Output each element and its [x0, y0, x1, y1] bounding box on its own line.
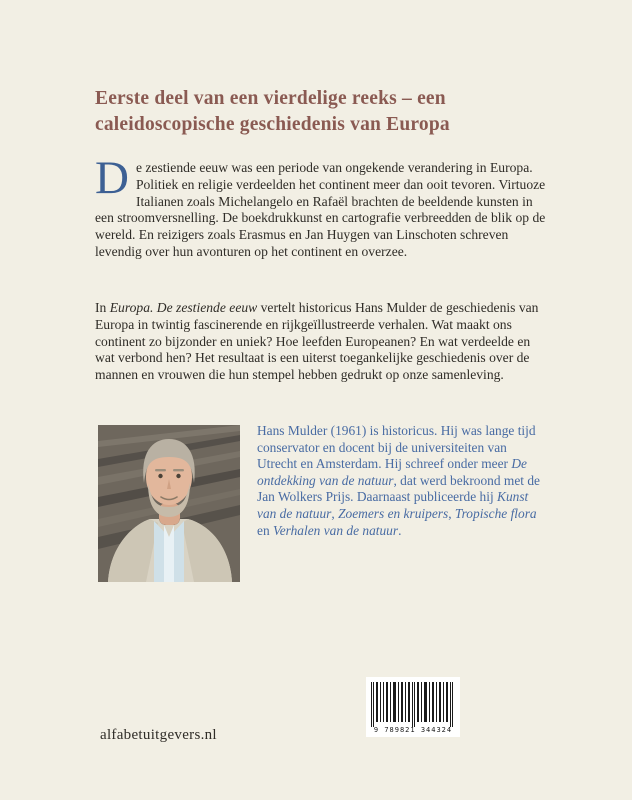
intro-paragraph [95, 152, 550, 261]
series-heading: Eerste deel van een vierdelige reeks – een caleidoscopische geschiedenis van Europa [95, 88, 450, 135]
author-bio: Hans Mulder (1961) is historicus. Hij was lange tijd conservator en docent bij de universiteiten van Utrecht en Amsterdam. Hij schreef onder meer De ontdekking van de natuur, dat werd bekroond met de Jan Wolkers Prijs. Daarnaast publiceerde hij Kunst van de natuur, Zoemers en kruipers, Tropische flora en Verhalen van de natuur. [257, 423, 540, 538]
isbn-number: 9 789821 344324 [373, 726, 453, 734]
intro-text: e zestiende eeuw was een periode van ongekende verandering in Europa. Politiek en religie verdeelden het continent meer dan ooit tevoren. Virtuoze Italianen zoals Michelangelo en Rafaël brachten de beeldende kunsten in een stroomversnelling. De boekdrukkunst en cartografie verbreedden de blik op de wereld. En reizigers zoals Erasmus en Jan Huygen van Linschoten schreven levendig over hun avonturen op het continent en overzee. [95, 160, 546, 259]
drop-cap: D [95, 152, 129, 204]
synopsis-paragraph: In Europa. De zestiende eeuw vertelt historicus Hans Mulder de geschiedenis van Europa in twintig fascinerende en rijkgeïllustreerde verhalen. Wat maakt ons continent zo bijzonder en uniek? Hoe leefden Europeanen? En wat verdeelde en wat verbond hen? Het resultaat is een uiterst toegankelijke geschiedenis over de mannen en vrouwen die hun stempel hebben gedrukt op onze samenleving. [95, 300, 539, 383]
barcode-bars [371, 682, 455, 727]
isbn-barcode [366, 677, 460, 737]
publisher-url: alfabetuitgevers.nl [100, 727, 217, 743]
author-photo [98, 425, 240, 582]
